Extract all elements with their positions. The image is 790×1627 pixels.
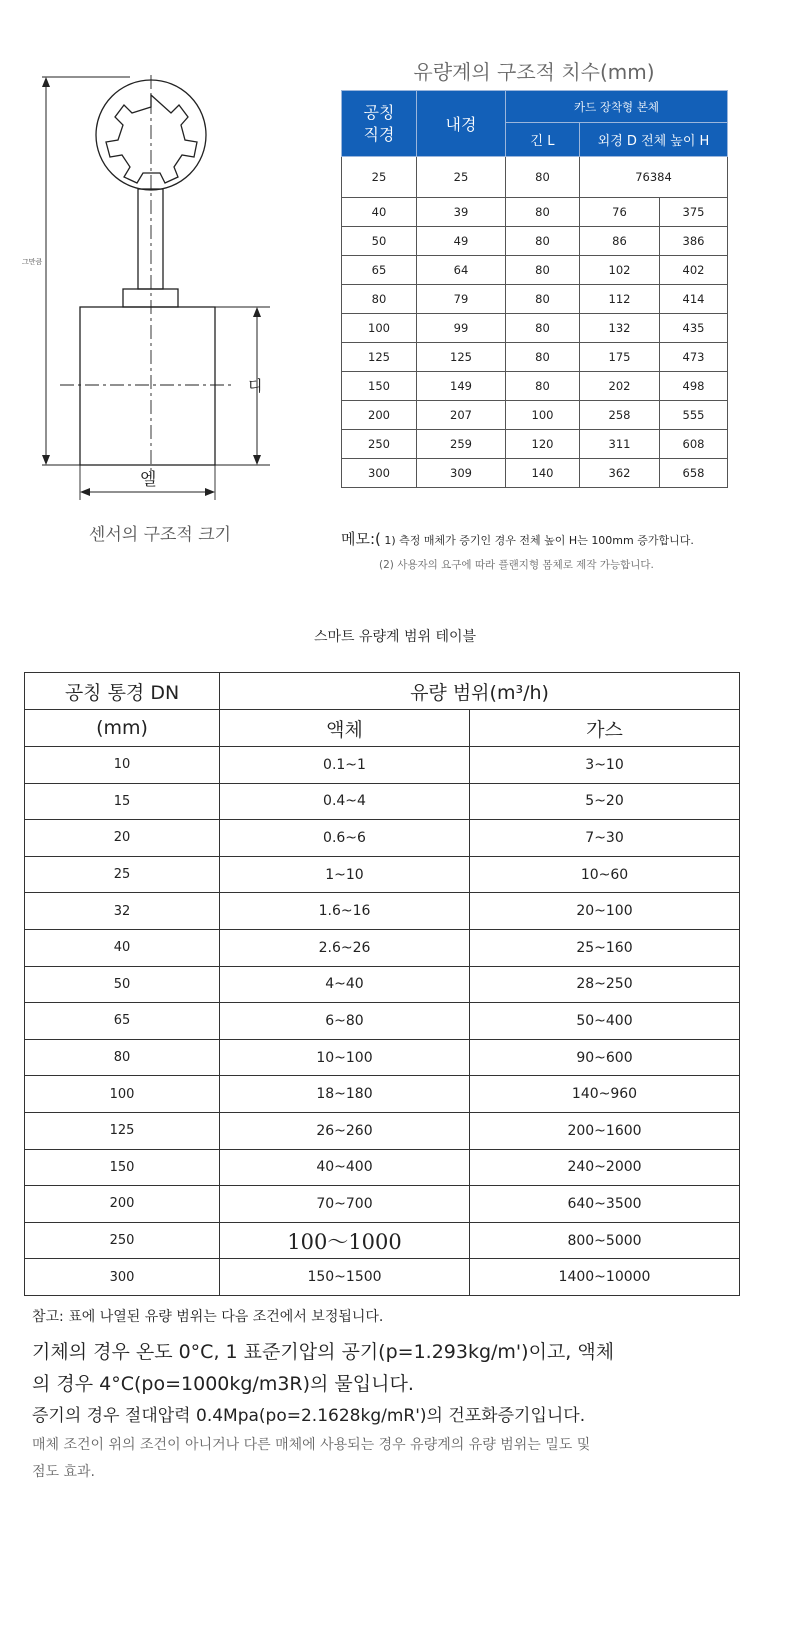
table-row: [25, 929, 740, 966]
cell: 202: [580, 372, 660, 401]
cell: 102: [580, 256, 660, 285]
table-row: [342, 459, 728, 488]
liquid-cell: 2.6~26: [220, 929, 470, 966]
header-liquid: 액체: [220, 710, 470, 747]
table-row: [25, 1259, 740, 1296]
liquid-cell: 100～1000: [220, 1222, 470, 1259]
dn-cell: 80: [25, 1039, 220, 1076]
cell: 498: [660, 372, 728, 401]
table-row: [342, 430, 728, 459]
cell: 100: [342, 314, 417, 343]
table-row: [25, 1112, 740, 1149]
cell: 608: [660, 430, 728, 459]
table-row: [25, 1149, 740, 1186]
cell: 50: [342, 227, 417, 256]
dn-cell: 10: [25, 747, 220, 784]
sensor-collar: [123, 289, 178, 307]
memo-label: 메모:(: [341, 530, 381, 548]
gas-cell: 5~20: [470, 783, 740, 820]
gas-cell: 10~60: [470, 856, 740, 893]
cell: 86: [580, 227, 660, 256]
cell: 132: [580, 314, 660, 343]
gas-cell: 20~100: [470, 893, 740, 930]
table-row: [25, 856, 740, 893]
note-line5: 매체 조건이 위의 조건이 아니거나 다른 매체에 사용되는 경우 유량계의 유량 범위는 밀도 및: [32, 1437, 591, 1453]
table-row: [342, 227, 728, 256]
cell: 100: [506, 401, 580, 430]
header-inner-diameter: 내경: [417, 91, 506, 157]
dn-cell: 100: [25, 1076, 220, 1113]
dn-cell: 150: [25, 1149, 220, 1186]
cell: 49: [417, 227, 506, 256]
dn-cell: 65: [25, 1003, 220, 1040]
gas-cell: 240~2000: [470, 1149, 740, 1186]
cell: 65: [342, 256, 417, 285]
dn-cell: 200: [25, 1186, 220, 1223]
liquid-cell: 4~40: [220, 966, 470, 1003]
dn-cell: 300: [25, 1259, 220, 1296]
liquid-cell: 18~180: [220, 1076, 470, 1113]
cell: 311: [580, 430, 660, 459]
liquid-cell: 26~260: [220, 1112, 470, 1149]
cell: 25: [342, 157, 417, 198]
note-line2: 기체의 경우 온도 0°C, 1 표준기압의 공기(p=1.293kg/m')이고, 액체: [32, 1341, 615, 1363]
cell: 125: [417, 343, 506, 372]
gas-cell: 140~960: [470, 1076, 740, 1113]
header-gas: 가스: [470, 710, 740, 747]
note-line3: 의 경우 4°C(po=1000kg/m3R)의 물입니다.: [32, 1373, 414, 1395]
table-row: [25, 1222, 740, 1259]
dn-cell: 40: [25, 929, 220, 966]
gas-cell: 1400~10000: [470, 1259, 740, 1296]
dn-cell: 125: [25, 1112, 220, 1149]
cell: 79: [417, 285, 506, 314]
table-row: [25, 893, 740, 930]
table-row: [342, 372, 728, 401]
sensor-caption: 센서의 구조적 크기: [88, 525, 232, 545]
note-line4: 증기의 경우 절대압력 0.4Mpa(po=2.1628kg/mR')의 건포화증기입니다.: [32, 1406, 586, 1426]
cell: 80: [506, 227, 580, 256]
gas-cell: 28~250: [470, 966, 740, 1003]
memo-text1: 1) 측정 매체가 증기인 경우 전체 높이 H는 100mm 증가합니다.: [384, 534, 694, 547]
liquid-cell: 150~1500: [220, 1259, 470, 1296]
table-row: [25, 966, 740, 1003]
cell: 80: [506, 256, 580, 285]
gas-cell: 90~600: [470, 1039, 740, 1076]
liquid-cell: 10~100: [220, 1039, 470, 1076]
dn-cell: 25: [25, 856, 220, 893]
cell: 300: [342, 459, 417, 488]
cell: 80: [506, 372, 580, 401]
table-row: [342, 157, 728, 198]
liquid-cell: 0.4~4: [220, 783, 470, 820]
gas-cell: 50~400: [470, 1003, 740, 1040]
liquid-cell: 0.6~6: [220, 820, 470, 857]
cell: 658: [660, 459, 728, 488]
cell: 80: [342, 285, 417, 314]
table-row: [342, 401, 728, 430]
header-unit: (mm): [25, 710, 220, 747]
dn-cell: 50: [25, 966, 220, 1003]
table-row: [25, 783, 740, 820]
table-row: [342, 285, 728, 314]
memo-line1: [341, 528, 761, 549]
header-flow-range: 유량 범위(m³/h): [220, 673, 740, 710]
flow-table-title: 스마트 유량계 범위 테이블: [313, 629, 477, 645]
cell: 64: [417, 256, 506, 285]
table-row: [342, 343, 728, 372]
cell: 258: [580, 401, 660, 430]
cell: 80: [506, 198, 580, 227]
liquid-cell: 40~400: [220, 1149, 470, 1186]
cell: 80: [506, 314, 580, 343]
cell: 80: [506, 285, 580, 314]
cell: 175: [580, 343, 660, 372]
cell: 125: [342, 343, 417, 372]
table-row: [25, 1076, 740, 1113]
note-line6: 점도 효과.: [32, 1464, 95, 1480]
header-nominal-line1: 공칭: [363, 102, 395, 122]
sensor-body: [80, 307, 215, 465]
cell: 250: [342, 430, 417, 459]
cell: 25: [417, 157, 506, 198]
flow-range-table: [24, 672, 740, 1296]
dn-cell: 15: [25, 783, 220, 820]
gas-cell: 7~30: [470, 820, 740, 857]
header-card-body: 카드 장착형 본체: [506, 91, 728, 123]
notes: [32, 1306, 772, 1486]
memo-text2: (2) 사용자의 요구에 따라 플랜지형 몸체로 제작 가능합니다.: [379, 559, 654, 571]
cell: 149: [417, 372, 506, 401]
height-label: 그만큼: [22, 258, 43, 266]
gas-cell: 640~3500: [470, 1186, 740, 1223]
cell: 200: [342, 401, 417, 430]
cell: 120: [506, 430, 580, 459]
header-dn: 공칭 통경 DN: [25, 673, 220, 710]
table-row: [25, 747, 740, 784]
table-row: [25, 1186, 740, 1223]
table-row: [342, 314, 728, 343]
cell: 555: [660, 401, 728, 430]
cell: 40: [342, 198, 417, 227]
header-outer-height: 외경 D 전체 높이 H: [580, 123, 728, 157]
cell: 414: [660, 285, 728, 314]
cell: 39: [417, 198, 506, 227]
cell: 473: [660, 343, 728, 372]
header-nominal-line2: 직경: [363, 124, 395, 144]
transmitter-head-inner: [106, 95, 197, 183]
liquid-cell: 6~80: [220, 1003, 470, 1040]
cell: 207: [417, 401, 506, 430]
table-row: [25, 820, 740, 857]
sensor-structure-drawing: [20, 55, 300, 515]
cell: 435: [660, 314, 728, 343]
sensor-neck: [138, 189, 163, 289]
cell: 386: [660, 227, 728, 256]
header-nominal-diameter: [342, 91, 417, 157]
table-row: [25, 1039, 740, 1076]
note-line1: 참고: 표에 나열된 유량 범위는 다음 조건에서 보정됩니다.: [32, 1309, 384, 1325]
cell: 362: [580, 459, 660, 488]
table-row: [25, 1003, 740, 1040]
cell: 259: [417, 430, 506, 459]
memo: [341, 528, 761, 572]
cell: 309: [417, 459, 506, 488]
diameter-label: 디: [248, 377, 263, 395]
cell: 112: [580, 285, 660, 314]
dn-cell: 32: [25, 893, 220, 930]
cell: 76384: [580, 157, 728, 198]
cell: 80: [506, 157, 580, 198]
cell: 150: [342, 372, 417, 401]
liquid-cell: 0.1~1: [220, 747, 470, 784]
cell: 402: [660, 256, 728, 285]
cell: 99: [417, 314, 506, 343]
dimension-table: [341, 90, 728, 488]
table-row: [342, 256, 728, 285]
liquid-cell: 1~10: [220, 856, 470, 893]
length-label: 엘: [140, 470, 157, 490]
cell: 140: [506, 459, 580, 488]
gas-cell: 200~1600: [470, 1112, 740, 1149]
liquid-cell: 1.6~16: [220, 893, 470, 930]
cell: 375: [660, 198, 728, 227]
table-row: [342, 198, 728, 227]
dn-cell: 250: [25, 1222, 220, 1259]
gas-cell: 3~10: [470, 747, 740, 784]
gas-cell: 800~5000: [470, 1222, 740, 1259]
header-length: 긴 L: [506, 123, 580, 157]
dimension-table-title: 유량계의 구조적 치수(mm): [413, 60, 655, 84]
cell: 76: [580, 198, 660, 227]
gas-cell: 25~160: [470, 929, 740, 966]
dn-cell: 20: [25, 820, 220, 857]
cell: 80: [506, 343, 580, 372]
liquid-cell: 70~700: [220, 1186, 470, 1223]
